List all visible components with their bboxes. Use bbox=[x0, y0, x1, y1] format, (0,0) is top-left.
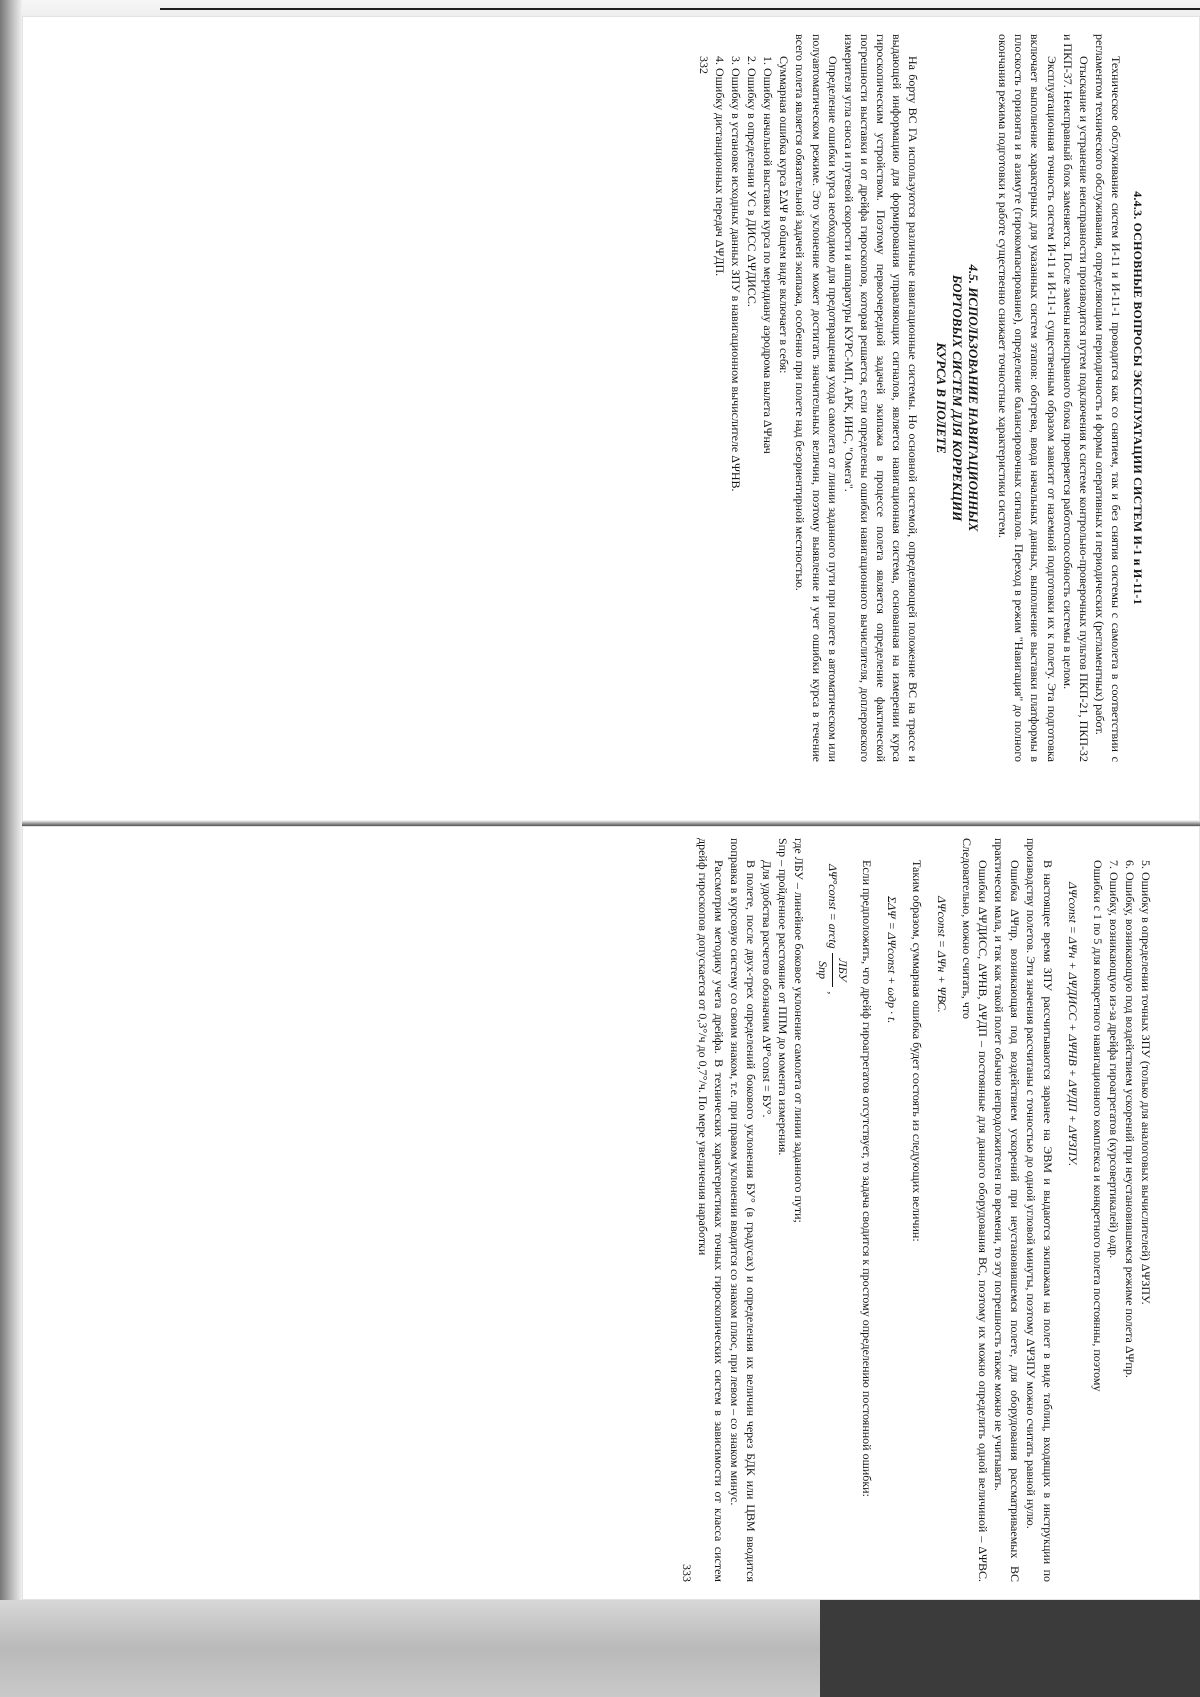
definition-line: Sпр – пройденное расстояние от ППМ до момента измерения. bbox=[776, 838, 791, 1156]
paragraph: Если предположить, что дрейф гироагрегатов отсутствует, то задача сводится к простому определению постоянной ошибки: bbox=[859, 860, 874, 1497]
page-333-text bbox=[679, 838, 1154, 1582]
fraction-denominator: Sпр bbox=[816, 961, 831, 979]
page-332 bbox=[22, 16, 1200, 826]
section-title-line: 4.5. ИСПОЛЬЗОВАНИЕ НАВИГАЦИОННЫХ bbox=[966, 264, 982, 532]
scan-edge-left bbox=[0, 0, 22, 1697]
paragraph: Ошибки с 1 по 5 для конкретного навигационного комплекса и конкретного полета постоянны, поэтому bbox=[1090, 860, 1105, 1392]
formula-vc: ΔΨconst = ΔΨн + ΨВС. bbox=[934, 896, 949, 1013]
paragraph: Эксплуатационная точность систем И-11 и И-11-1 существенным образом зависит от наземной подготовки их к полету. Эта подготовка включает выполнение характерных для указанных систем этапов: обогрева, ввода начальных данных, выполнение выставки платформы в плоскость горизонта и в азимуте (гирокомпасирование), определение балансировочных сигналов. Переход в режим "Навигация" до полного окончания режима подготовки к работе существенно снижает точностные характеристики систем. bbox=[996, 34, 1059, 762]
list-item: 2. Ошибку в определении УС в ДИСС ΔΨДИСС. bbox=[745, 56, 760, 307]
page-332-text bbox=[696, 34, 1150, 762]
list-item: 4. Ошибку дистанционных передач ΔΨДП. bbox=[713, 56, 728, 277]
section-title-line: КУРСА В ПОЛЕТЕ bbox=[934, 342, 950, 454]
page-333 bbox=[22, 826, 1200, 1600]
paragraph: Рассмотрим методику учета дрейфа. В технических характеристиках точных гироскопических систем в зависимости от класса систем дрейф гироскопов допускается от 0,3°/ч до 0,7°/ч. По мере увеличения наработки bbox=[695, 838, 726, 1582]
fraction-numerator: ЛБУ bbox=[833, 953, 851, 988]
paragraph: Для удобства расчетов обозначим ΔΨ°const = БУ°. bbox=[760, 860, 775, 1118]
section-title-line: БОРТОВЫХ СИСТЕМ ДЛЯ КОРРЕКЦИИ bbox=[950, 274, 966, 522]
paragraph: В настоящее время ЗПУ рассчитываются заранее на ЭВМ и выдаются экипажам на полет в виде таблиц, входящих в инструкции по производству полетов. Эти значения рассчитаны с точностью до одной угловой минуты, поэтому ΔΨЗПУ можно считать равной нулю. bbox=[1024, 838, 1055, 1582]
formula-arctg-end: , bbox=[826, 991, 841, 995]
formula-sum: ΣΔΨ = ΔΨconst + ωдр · t. bbox=[884, 896, 899, 1024]
formula-arctg-left: ΔΨ°const = arctg bbox=[826, 864, 841, 949]
page-number: 333 bbox=[679, 1564, 694, 1582]
paragraph: Таким образом, суммарная ошибка будет состоять из следующих величин: bbox=[909, 860, 924, 1242]
list-item: 3. Ошибку в установке исходных данных ЗПУ в навигационном вычислителе ΔΨНВ. bbox=[729, 56, 744, 492]
paragraph: Техническое обслуживание систем И-11 и И-11-1 проводится как со снятием, так и без снятия системы с самолета в соответствии с регламентом технического обслуживания, определяющим периодичность и формы оперативных и периодических (регламентных) работ. bbox=[1092, 34, 1123, 762]
list-item: 1. Ошибку начальной выставки курса по меридиану аэродрома вылета ΔΨнач bbox=[761, 56, 776, 454]
list-item: 7. Ошибку, возникающую из-за дрейфа гироагрегатов (курсовертикалей) ωдр. bbox=[1106, 860, 1121, 1259]
formula-const: ΔΨconst = ΔΨн + ΔΨДИСС + ΔΨНВ + ΔΨДП + ΔΨЗПУ. bbox=[1065, 882, 1080, 1167]
list-item: 5. Ошибку в определении точных ЗПУ (только для аналоговых вычислителей) ΔΨЗПУ. bbox=[1139, 860, 1153, 1305]
paragraph: Ошибки ΔΨДИСС, ΔΨНВ, ΔΨДП – постоянные для данного оборудования ВС, поэтому их можно определить одной величиной – ΔΨВС. Следовательно, можно считать, что bbox=[960, 838, 991, 1582]
page-number: 332 bbox=[696, 56, 711, 74]
definition-line: где ЛБУ – линейное боковое уклонение самолета от линии заданного пути; bbox=[792, 838, 807, 1223]
list-item: 6. Ошибку, возникающую под воздействием ускорений при неустановившемся режиме полета ΔΨпр. bbox=[1122, 860, 1137, 1378]
fraction bbox=[815, 953, 850, 988]
paragraph: На борту ВС ГА используются различные навигационные системы. Но основной системой, определяющей положение ВС на трассе и выдающей информацию для формирования управляющих сигналов, является навигационная система, основанная на измерении курса гироскопическим устройством. Поэтому первоочередной задачей экипажа в процессе полета является определение фактической погрешности выставки и от дрейфа гироскопов, которая решается, если определены ошибки навигационного вычислителя, доплеровского измерителя угла сноса и путевой скорости и аппаратуры КУРС-МП, АРК, ИНС, "Омега". bbox=[841, 34, 921, 762]
section-title bbox=[933, 34, 981, 762]
paragraph: Ошибка ΔΨпр, возникающая под воздействием ускорений при неустановившемся полете, для оборудования рассматриваемых ВС практически мала, и так как такой полет обычно непродолжителен по времени, то эту погрешность также можно не учитывать. bbox=[992, 838, 1023, 1582]
paragraph: Суммарная ошибка курса ΣΔΨ в общем виде включает в себя: bbox=[777, 56, 792, 374]
paragraph: Определение ошибки курса необходимо для предотвращения ухода самолета от линии заданного пути при полете в автоматическом или полуавтоматическом режиме. Это уклонение может достигать значительных величин, поэтому выявление и учет ошибки курса в течение всего полета является обязательной задачей экипажа, особенно при полете над безориентирной местностью. bbox=[793, 34, 840, 762]
formula-arctg bbox=[815, 838, 850, 1582]
paragraph: Отыскание и устранение неисправности производится путем подключения к системе контрольно-проверочных пультов ПКП-21, ПКП-32 и ПКП-37. Неисправный блок заменяется. После замены неисправного блока проверяется работоспособность системы в целом. bbox=[1060, 34, 1091, 762]
paragraph: В полете, после двух-трех определений бокового уклонения БУ° (в градусах) и определения их величин через БДК или ЦВМ вводится поправка в курсовую систему со своим знаком, т.е. при правом уклонении вводится со знаком плюс, при левом – со знаком минус. bbox=[728, 838, 759, 1582]
subsection-heading: 4.4.3. ОСНОВНЫЕ ВОПРОСЫ ЭКСПЛУАТАЦИИ СИСТЕМ И-1 и И-11-1 bbox=[1131, 191, 1145, 605]
